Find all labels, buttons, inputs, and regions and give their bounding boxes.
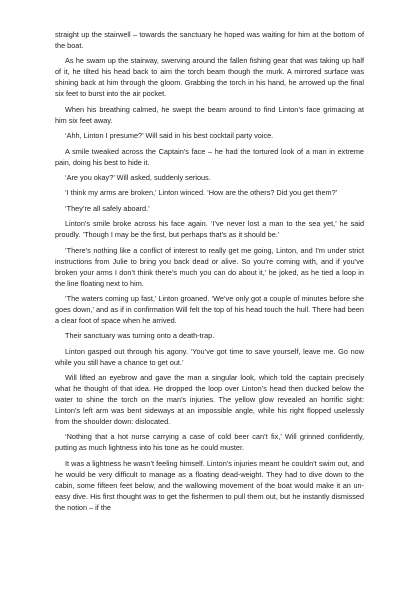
paragraph: ‘They’re all safely aboard.’ bbox=[65, 203, 150, 213]
paragraph: When his breathing calmed, he swept the beam around to find Linton’s face grimacing at him six feet away. bbox=[55, 104, 364, 125]
paragraph: ‘The waters coming up fast,’ Linton groaned. ‘We’ve only got a couple of minutes before she goes down,’ and as if in confirmation Will felt the top of his head touch the hull. There had been a clear foot of space when he arrived. bbox=[55, 293, 364, 325]
paragraph: A smile tweaked across the Captain’s face – he had the tortured look of a man in extreme pain, doing his best to hide it. bbox=[55, 146, 364, 167]
paragraph: Linton gasped out through his agony. ‘You’ve got time to save yourself, leave me. Go now while you still have a chance to get out.’ bbox=[55, 346, 364, 367]
paragraph: ‘I think my arms are broken,’ Linton winced. ‘How are the others? Did you get them?’ bbox=[65, 188, 338, 198]
paragraph: Linton’s smile broke across his face again. ‘I’ve never lost a man to the sea yet,’ he said proudly. ‘Though I may be the first, but perhaps that’s as it should be.’ bbox=[55, 219, 364, 240]
paragraph: Their sanctuary was turning onto a death-trap. bbox=[65, 331, 215, 341]
paragraph: As he swam up the stairway, swerving around the fallen fishing gear that was taking up half of it, he tilted his head back to aim the torch beam though the murk. A mirrored surface was shining back at him through the gloom. Grabbing the torch in his hand, he arrowed up the final six feet to burst into the air pocket. bbox=[55, 56, 364, 99]
paragraph: ‘Nothing that a hot nurse carrying a case of cold beer can’t fix,’ Will grinned confidently, putting as much lightness into his tone as he could muster. bbox=[55, 432, 364, 453]
paragraph: straight up the stairwell – towards the sanctuary he hoped was waiting for him at the bottom of the boat. bbox=[55, 30, 364, 50]
paragraph: Will lifted an eyebrow and gave the man a singular look, which told the captain precisely what he thought of that idea. He dropped the loop over Linton’s head then ducked below the water to shine the torch on the man’s injuries. The yellow glow revealed an horrific sight: Linton’s left arm was bent sideways at an impossible angle, while his right flopped uselessly from the shoulder down: dislocated. bbox=[55, 373, 364, 427]
paragraph: ‘There’s nothing like a conflict of interest to really get me going, Linton, and I’m under strict instructions from Julie to bring you back dead or alive. So you’re coming with, and if you’ve broken your arms I don’t think there’s much you can do about it,’ he joked, as he tied a loop in the line floating next to him. bbox=[55, 245, 364, 288]
paragraph: ‘Are you okay?’ Will asked, suddenly serious. bbox=[65, 172, 211, 182]
paragraph: It was a lightness he wasn’t feeling himself. Linton’s injuries meant he couldn’t swim out, and he would be very difficult to manage as a floating dead-weight. They had to dive down to the cabin, some fifteen feet below, and the wallowing movement of the boat would make it an un-easy dive. His first thought was to get the fishermen to pull them out, but he instantly dismissed the notion – if the bbox=[55, 458, 364, 512]
paragraph: ‘Ahh, Linton I presume?’ Will said in his best cocktail party voice. bbox=[65, 131, 274, 141]
